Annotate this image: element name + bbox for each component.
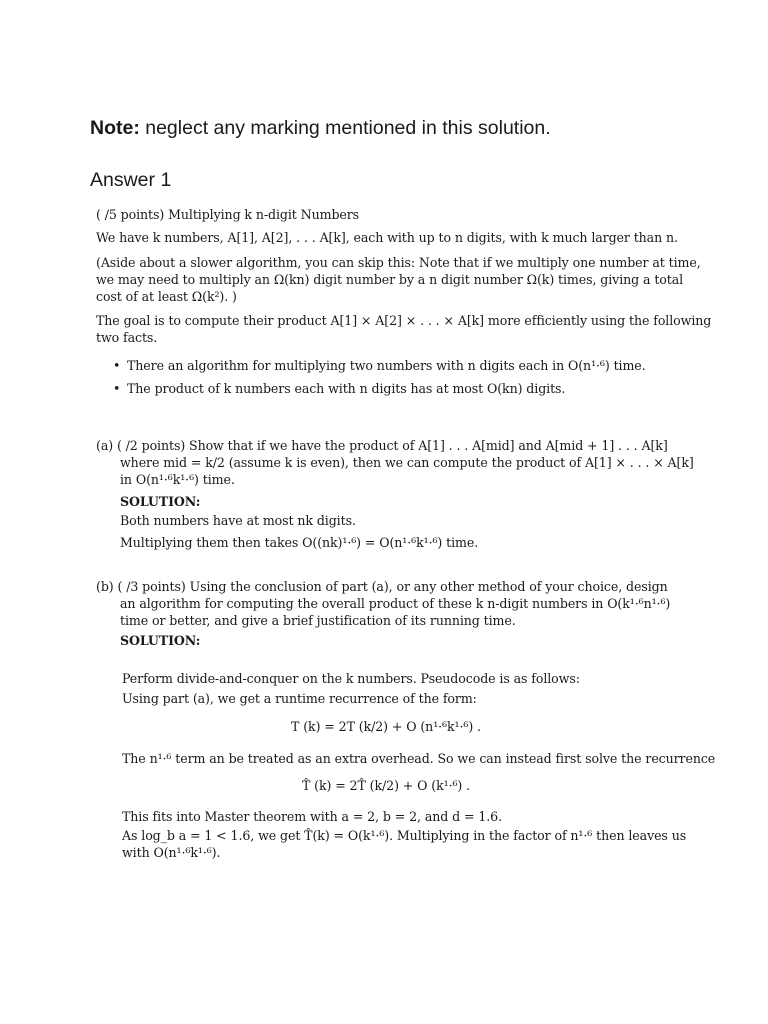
part-a-line: where mid = k/2 (assume k is even), then we can compute the product of A[1] × . . . × A[k] bbox=[120, 455, 694, 470]
part-a-question bbox=[96, 437, 694, 488]
fact-item: • There an algorithm for multiplying two numbers with n digits each in O(n¹·⁶) time. bbox=[113, 357, 646, 374]
overhead-text: The n¹·⁶ term an be treated as an extra overhead. So we can instead first solve the recurrence bbox=[122, 751, 716, 766]
problem-aside bbox=[96, 254, 701, 305]
part-b-solution-line: Using part (a), we get a runtime recurrence of the form: bbox=[122, 691, 477, 706]
goal-line: two facts. bbox=[96, 330, 158, 345]
note-line bbox=[90, 117, 551, 140]
simplified-recurrence-equation: T̂ (k) = 2T̂ (k/2) + O (k¹·⁶) . bbox=[301, 778, 471, 793]
aside-line: cost of at least Ω(k²). ) bbox=[96, 289, 237, 304]
goal-line: The goal is to compute their product A[1] × A[2] × . . . × A[k] more efficiently using the following bbox=[96, 313, 712, 328]
aside-line: (Aside about a slower algorithm, you can skip this: Note that if we multiply one number at time, bbox=[96, 255, 701, 270]
part-b-line: (b) ( /3 points) Using the conclusion of part (a), or any other method of your choice, design bbox=[96, 579, 668, 594]
problem-goal bbox=[96, 312, 711, 346]
aside-line: we may need to multiply an Ω(kn) digit number by a n digit number Ω(k) times, giving a total bbox=[96, 272, 684, 287]
note-label: Note: bbox=[90, 117, 140, 139]
recurrence-equation: T (k) = 2T (k/2) + O (n¹·⁶k¹·⁶) . bbox=[291, 719, 481, 734]
fact-item: • The product of k numbers each with n digits has at most O(kn) digits. bbox=[113, 380, 646, 397]
problem-intro: We have k numbers, A[1], A[2], . . . A[k], each with up to n digits, with k much larger than n. bbox=[96, 230, 678, 245]
part-b-question bbox=[96, 578, 670, 629]
part-b-solution-line: Perform divide-and-conquer on the k numbers. Pseudocode is as follows: bbox=[122, 671, 580, 686]
conclusion-line: This fits into Master theorem with a = 2, b = 2, and d = 1.6. bbox=[122, 809, 502, 824]
part-b-solution-label: SOLUTION: bbox=[120, 633, 201, 648]
part-a-solution-line: Multiplying them then takes O((nk)¹·⁶) = O(n¹·⁶k¹·⁶) time. bbox=[120, 535, 479, 550]
part-a-solution-line: Both numbers have at most nk digits. bbox=[120, 513, 356, 528]
conclusion-line: As log_b a = 1 < 1.6, we get T̂(k) = O(k¹·⁶). Multiplying in the factor of n¹·⁶ then leaves us bbox=[122, 828, 687, 843]
part-b-line: time or better, and give a brief justification of its running time. bbox=[120, 613, 516, 628]
answer-heading: Answer 1 bbox=[90, 169, 172, 191]
part-a-solution-label: SOLUTION: bbox=[120, 494, 201, 509]
note-text: neglect any marking mentioned in this solution. bbox=[139, 117, 551, 139]
part-a-line: in O(n¹·⁶k¹·⁶) time. bbox=[120, 472, 235, 487]
facts-list bbox=[113, 357, 646, 397]
conclusion-line: with O(n¹·⁶k¹·⁶). bbox=[122, 845, 221, 860]
part-b-line: an algorithm for computing the overall product of these k n-digit numbers in O(k¹·⁶n¹·⁶) bbox=[120, 596, 671, 611]
part-b-conclusion bbox=[122, 808, 686, 861]
part-a-line: (a) ( /2 points) Show that if we have the product of A[1] . . . A[mid] and A[mid + 1] . . . A[k] bbox=[96, 438, 668, 453]
problem-title: ( /5 points) Multiplying k n-digit Numbers bbox=[96, 207, 360, 222]
part-a-solution bbox=[120, 512, 478, 551]
part-b-solution-intro bbox=[122, 670, 580, 707]
